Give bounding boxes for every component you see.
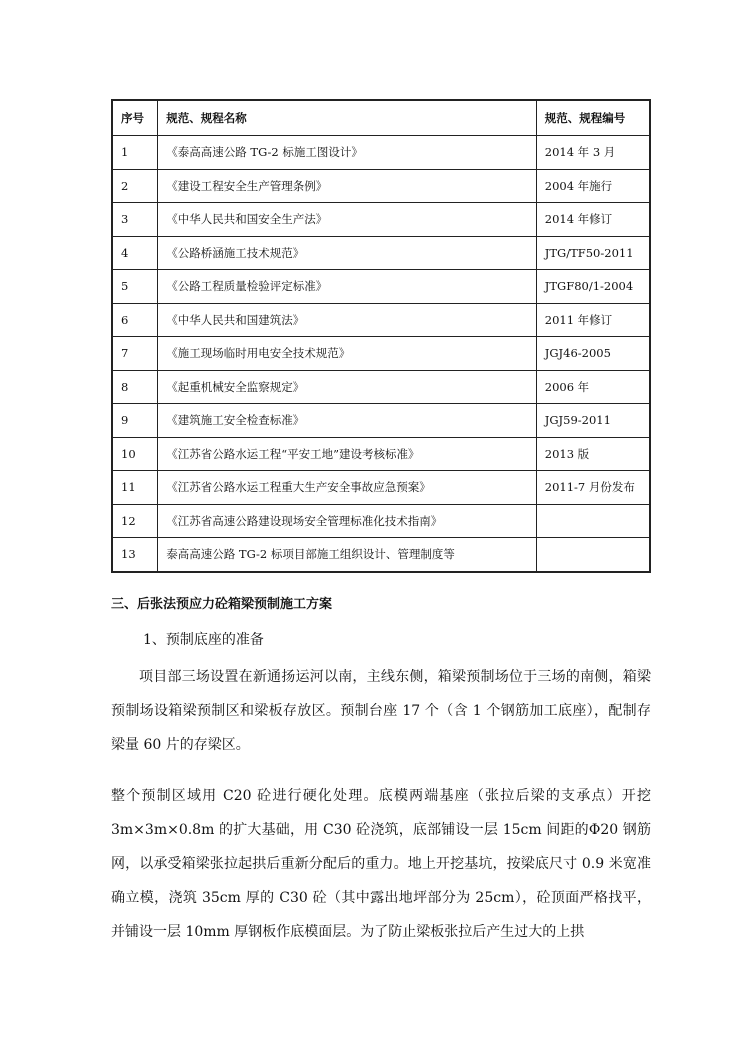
row-no: 9: [112, 404, 158, 438]
row-code: 2011-7 月份发布: [536, 471, 650, 505]
row-code: [536, 538, 650, 572]
row-no: 6: [112, 303, 158, 337]
table-row: [112, 370, 650, 404]
row-name: 《江苏省公路水运工程“平安工地”建设考核标准》: [158, 437, 537, 471]
row-name: 《施工现场临时用电安全技术规范》: [158, 337, 537, 371]
row-code: JGJ46-2005: [536, 337, 650, 371]
row-no: 8: [112, 370, 158, 404]
header-no: 序号: [112, 100, 158, 136]
table-row: [112, 203, 650, 237]
row-no: 5: [112, 270, 158, 304]
header-name: 规范、规程名称: [158, 100, 537, 136]
table-row: [112, 303, 650, 337]
paragraph-text: 整个预制区域用 C20 砼进行硬化处理。底模两端基座（张拉后梁的支承点）开挖 3m×3m×0.8m 的扩大基础，用 C30 砼浇筑，底部铺设一层 15cm 间距的Φ20 钢筋网，以承受箱梁张拉起拱后重新分配后的重力。地上开挖基坑，按梁底尺寸 0.9 米宽准确立模，浇筑 35cm 厚的 C30 砼（其中露出地坪部分为 25cm），砼顶面严格找平，并铺设一层 10mm 厚钢板作底模面层。为了防止梁板张拉后产生过大的上拱: [111, 788, 651, 940]
row-code: 2006 年: [536, 370, 650, 404]
row-no: 3: [112, 203, 158, 237]
table-row: [112, 437, 650, 471]
row-name: 《江苏省高速公路建设现场安全管理标准化技术指南》: [158, 504, 537, 538]
table-row: [112, 504, 650, 538]
table-row: [112, 236, 650, 270]
row-code: 2014 年 3 月: [536, 136, 650, 170]
row-no: 11: [112, 471, 158, 505]
row-no: 13: [112, 538, 158, 572]
row-name: 《泰高高速公路 TG-2 标施工图设计》: [158, 136, 537, 170]
row-name: 《公路工程质量检验评定标准》: [158, 270, 537, 304]
row-name: 《起重机械安全监察规定》: [158, 370, 537, 404]
table-row: [112, 404, 650, 438]
row-code: 2014 年修订: [536, 203, 650, 237]
paragraph-text: 项目部三场设置在新通扬运河以南，主线东侧，箱梁预制场位于三场的南侧，箱梁预制场设箱梁预制区和梁板存放区。预制台座 17 个（含 1 个钢筋加工底座），配制存梁量 60 片的存梁区。: [111, 669, 651, 753]
row-name: 《建筑施工安全检查标准》: [158, 404, 537, 438]
row-name: 《公路桥涵施工技术规范》: [158, 236, 537, 270]
paragraph-foundation: [111, 779, 651, 949]
row-code: JTGF80/1-2004: [536, 270, 650, 304]
row-code: [536, 504, 650, 538]
row-name: 《中华人民共和国建筑法》: [158, 303, 537, 337]
paragraph-site-layout: [111, 660, 651, 762]
table-row: [112, 538, 650, 572]
section-heading: 三、后张法预应力砼箱梁预制施工方案: [111, 597, 333, 612]
row-name: 《中华人民共和国安全生产法》: [158, 203, 537, 237]
table-row: [112, 169, 650, 203]
row-name: 泰高高速公路 TG-2 标项目部施工组织设计、管理制度等: [158, 538, 537, 572]
header-code: 规范、规程编号: [536, 100, 650, 136]
standards-table: [111, 99, 651, 573]
table-row: [112, 337, 650, 371]
row-code: 2004 年施行: [536, 169, 650, 203]
row-no: 12: [112, 504, 158, 538]
row-no: 2: [112, 169, 158, 203]
section-subheading: 1、预制底座的准备: [143, 632, 264, 648]
table-row: [112, 136, 650, 170]
row-code: 2011 年修订: [536, 303, 650, 337]
row-no: 4: [112, 236, 158, 270]
row-name: 《建设工程安全生产管理条例》: [158, 169, 537, 203]
row-no: 7: [112, 337, 158, 371]
row-code: JGJ59-2011: [536, 404, 650, 438]
row-no: 10: [112, 437, 158, 471]
row-no: 1: [112, 136, 158, 170]
table-row: [112, 471, 650, 505]
row-code: JTG/TF50-2011: [536, 236, 650, 270]
row-code: 2013 版: [536, 437, 650, 471]
table-row: [112, 270, 650, 304]
row-name: 《江苏省公路水运工程重大生产安全事故应急预案》: [158, 471, 537, 505]
table-header-row: [112, 100, 650, 136]
